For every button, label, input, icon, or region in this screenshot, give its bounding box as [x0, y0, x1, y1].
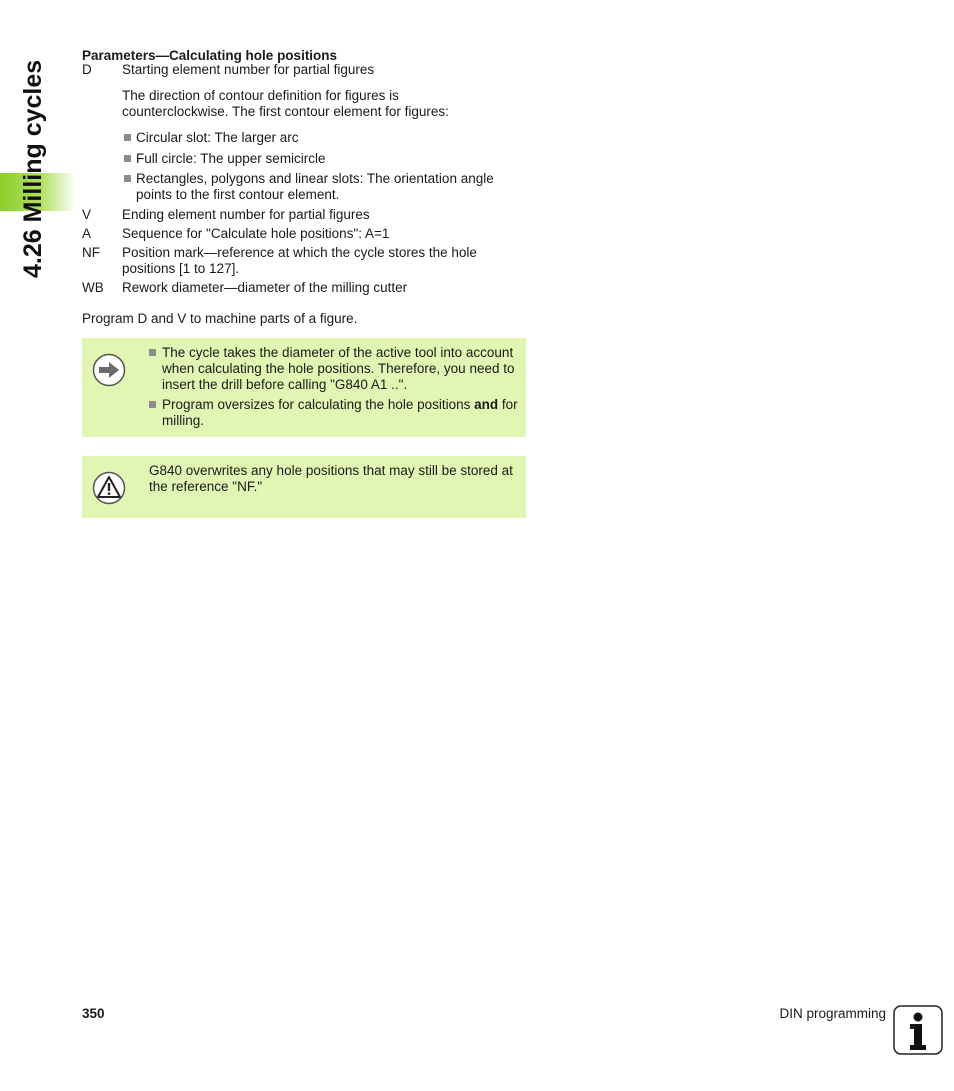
bullet-square-icon: [149, 349, 156, 356]
parameters-heading: Parameters—Calculating hole positions: [82, 48, 338, 63]
note-box: [82, 338, 526, 437]
param-d-explanation: The direction of contour definition for figures is counterclockwise. The first contour element for figures:: [122, 88, 449, 119]
program-note: Program D and V to machine parts of a figure.: [82, 311, 358, 326]
note-list: [149, 345, 519, 429]
list-item: [122, 151, 522, 167]
param-desc-v: Ending element number for partial figures: [122, 207, 370, 222]
bullet-square-icon: [149, 401, 156, 408]
param-desc-d: Starting element number for partial figures: [122, 62, 375, 77]
list-item: [149, 397, 519, 429]
bullet-square-icon: [124, 175, 131, 182]
param-desc-a: Sequence for "Calculate hole positions": A=1: [122, 226, 390, 241]
param-key-d: D: [82, 62, 92, 77]
note-item-text: Program oversizes for calculating the hole positions: [162, 397, 475, 412]
bullet-square-icon: [124, 155, 131, 162]
list-item: [149, 345, 519, 393]
bullet-text: Rectangles, polygons and linear slots: The orientation angle points to the first contour element.: [136, 171, 494, 202]
param-key-nf: NF: [82, 245, 100, 260]
bullet-text: Full circle: The upper semicircle: [136, 151, 326, 166]
warning-text: G840 overwrites any hole positions that may still be stored at the reference "NF.": [149, 463, 513, 494]
note-item-text: for milling.: [162, 397, 518, 428]
warning-box: [82, 456, 526, 518]
note-item-text: The cycle takes the diameter of the active tool into account when calculating the hole positions. Therefore, you need to insert the drill before calling "G840 A1 ..".: [162, 345, 515, 392]
note-item-bold: and: [474, 397, 499, 412]
warning-icon: [92, 471, 126, 505]
list-item: [122, 130, 522, 146]
bullet-square-icon: [124, 134, 131, 141]
page-number: 350: [82, 1006, 105, 1021]
info-icon: [893, 1005, 943, 1055]
param-key-a: A: [82, 226, 92, 241]
param-key-v: V: [82, 207, 92, 222]
section-title: 4.26 Milling cycles: [19, 59, 47, 278]
list-item: [122, 171, 522, 203]
arrow-right-icon: [92, 353, 126, 387]
footer-label: DIN programming: [779, 1006, 886, 1021]
bullet-text: Circular slot: The larger arc: [136, 130, 299, 145]
param-desc-wb: Rework diameter—diameter of the milling cutter: [122, 280, 408, 295]
param-key-wb: WB: [82, 280, 104, 295]
param-desc-nf: Position mark—reference at which the cycle stores the hole positions [1 to 127].: [122, 245, 477, 276]
